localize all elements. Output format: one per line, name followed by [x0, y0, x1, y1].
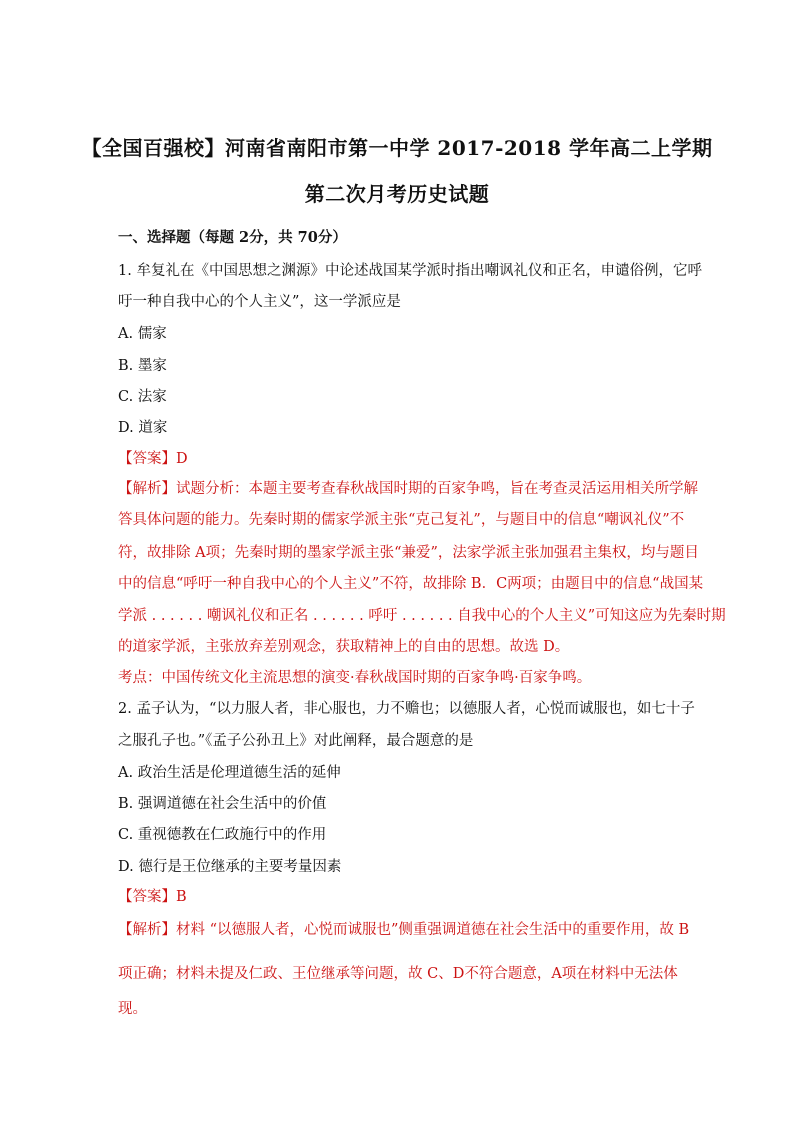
q1-option-c: C. 法家 [118, 389, 167, 405]
q2-option-a: A. 政治生活是伦理道德生活的延伸 [118, 765, 341, 781]
q2-stem-line-2: 之服孔子也。”《孟子公孙丑上》对此阐释，最合题意的是 [118, 733, 474, 749]
q1-option-d: D. 道家 [118, 420, 168, 436]
q2-analysis-line-1: 【解析】材料 “以德服人者，心悦而诚服也”侧重强调道德在社会生活中的重要作用，故 B [118, 922, 690, 938]
q1-key-point: 考点：中国传统文化主流思想的演变·春秋战国时期的百家争鸣·百家争鸣。 [118, 670, 592, 686]
q2-option-d: D. 德行是王位继承的主要考量因素 [118, 859, 342, 875]
q2-option-c: C. 重视德教在仁政施行中的作用 [118, 827, 327, 843]
q1-analysis-line-5: 学派 . . . . . . 嘲讽礼仪和正名 . . . . . . 呼吁 . . . . . . 自我中心的个人主义”可知这应为先秦时期 [118, 608, 726, 624]
document-title-line-2: 第二次月考历史试题 [304, 182, 490, 206]
q1-option-a: A. 儒家 [118, 326, 167, 342]
q1-option-b: B. 墨家 [118, 358, 167, 374]
q1-stem-line-2: 吁一种自我中心的个人主义”，这一学派应是 [118, 294, 401, 310]
q1-analysis-line-3: 符，故排除 A项；先秦时期的墨家学派主张“兼爱”，法家学派主张加强君主集权，均与题目 [118, 545, 699, 561]
section-heading: 一、选择题（每题 2分，共 70分） [118, 229, 347, 246]
q2-analysis-line-2: 项正确；材料未提及仁政、王位继承等问题，故 C、D不符合题意，A项在材料中无法体 [118, 966, 678, 982]
q2-option-b: B. 强调道德在社会生活中的价值 [118, 796, 327, 812]
document-title-line-1: 【全国百强校】河南省南阳市第一中学 2017-2018 学年高二上学期 [81, 136, 713, 160]
q1-analysis-line-6: 的道家学派，主张放弃差别观念，获取精神上的自由的思想。故选 D。 [118, 639, 570, 655]
q2-stem-line-1: 2. 孟子认为，“以力服人者，非心服也，力不赡也；以德服人者，心悦而诚服也，如七十子 [118, 701, 695, 717]
q1-stem-line-1: 1. 牟复礼在《中国思想之渊源》中论述战国某学派时指出嘲讽礼仪和正名，申谴俗例，它呼 [118, 263, 702, 279]
q1-answer: 【答案】D [118, 451, 188, 467]
q1-analysis-line-4: 中的信息“呼吁一种自我中心的个人主义”不符，故排除 B．C两项；由题目中的信息“战国某 [118, 576, 704, 592]
q1-analysis-line-2: 答具体问题的能力。先秦时期的儒家学派主张“克己复礼”，与题目中的信息“嘲讽礼仪”不 [118, 512, 685, 528]
q1-analysis-line-1: 【解析】试题分析：本题主要考查春秋战国时期的百家争鸣，旨在考查灵活运用相关所学解 [118, 481, 698, 497]
q2-analysis-line-3: 现。 [118, 1001, 147, 1017]
q2-answer: 【答案】B [118, 889, 187, 905]
